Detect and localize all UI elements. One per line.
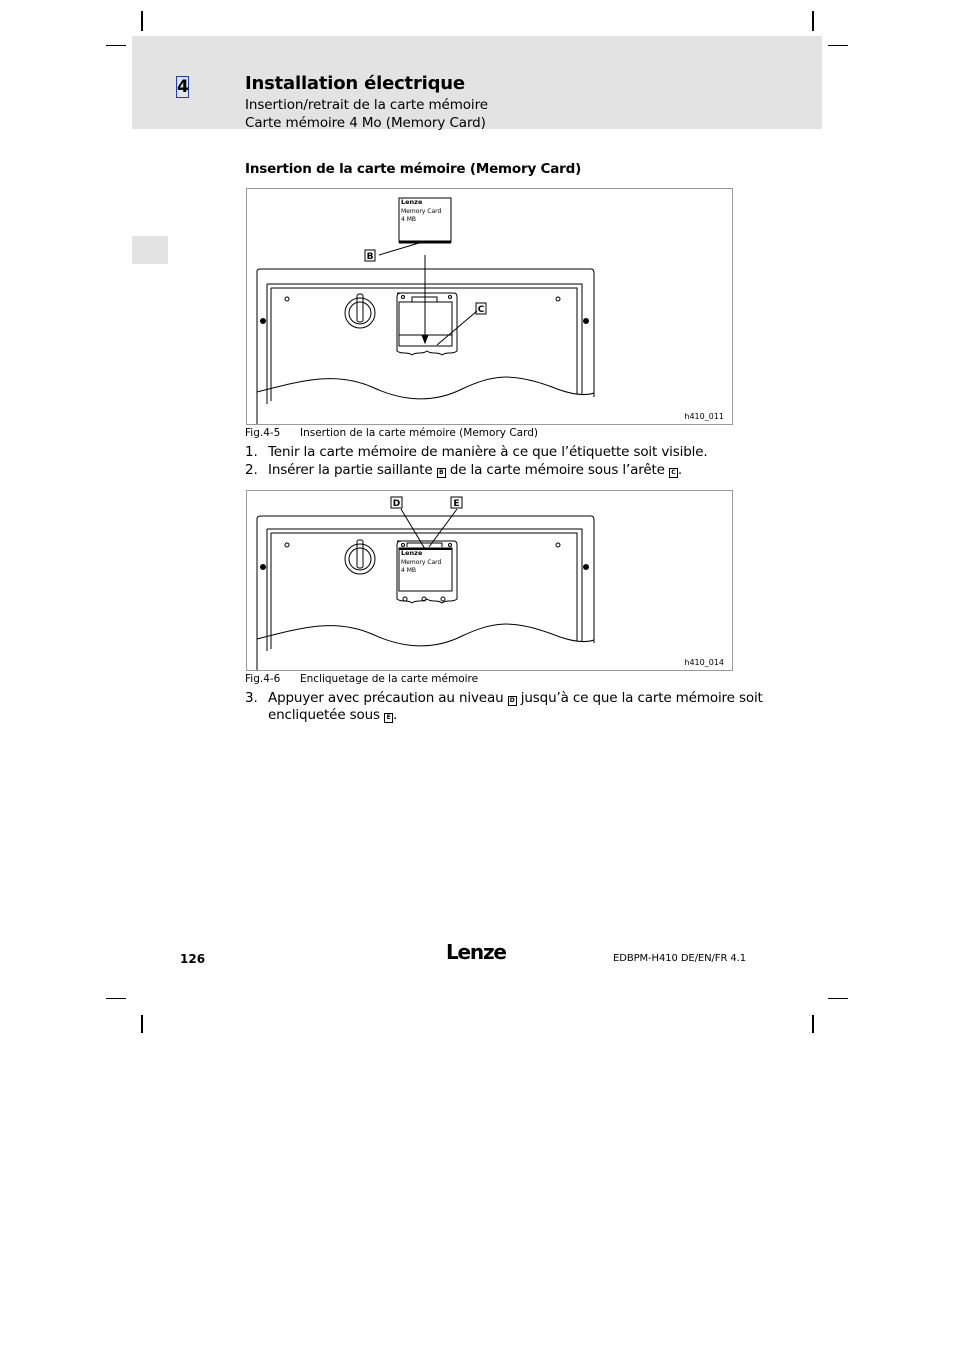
ref-d: D: [508, 696, 517, 706]
drawing-id: h410_011: [684, 412, 724, 421]
figure-latching: [246, 490, 733, 671]
label-c: C: [477, 305, 485, 315]
chapter-number: 4: [177, 77, 189, 97]
label-e: E: [453, 499, 460, 509]
step-text: Tenir la carte mémoire de manière à ce que l’étiquette soit visible.: [268, 444, 708, 460]
label-b: B: [366, 252, 374, 262]
figure-insertion: [246, 188, 733, 425]
step-text: jusqu’à ce que la carte mémoire soit: [516, 690, 763, 706]
card-brand: Lenze: [401, 198, 423, 206]
page-subtitle: Insertion/retrait de la carte mémoire: [245, 97, 488, 113]
crop-mark: [106, 998, 126, 999]
step-1: [245, 444, 708, 460]
crop-mark: [828, 45, 848, 46]
ref-e: E: [384, 713, 393, 723]
caption-text: Encliquetage de la carte mémoire: [300, 673, 479, 685]
caption-label: Fig.4-5: [245, 427, 281, 439]
card-line2: 4 MB: [401, 216, 417, 223]
step-text: .: [393, 707, 398, 723]
ref-b: B: [437, 468, 446, 478]
drawing-id: h410_014: [684, 658, 724, 667]
step-number: 3.: [245, 690, 258, 706]
caption-text: Insertion de la carte mémoire (Memory Card): [300, 427, 538, 439]
page-subtitle-2: Carte mémoire 4 Mo (Memory Card): [245, 115, 486, 131]
figure-caption-1: [245, 427, 538, 439]
step-number: 1.: [245, 444, 258, 460]
section-title: Insertion de la carte mémoire (Memory Card): [245, 161, 582, 177]
step-3: [245, 690, 763, 723]
step-text: .: [677, 462, 683, 478]
crop-mark: [812, 11, 814, 31]
ref-c: C: [669, 468, 678, 478]
crop-mark: [141, 11, 143, 31]
side-tab: [132, 236, 168, 264]
crop-mark: [812, 1015, 814, 1033]
figure-insertion-drawing: [247, 189, 732, 424]
caption-label: Fig.4-6: [245, 673, 281, 685]
step-number: 2.: [245, 462, 258, 478]
crop-mark: [828, 998, 848, 999]
lenze-logo: Lenze: [446, 940, 506, 964]
step-2: [245, 462, 682, 478]
page-number: 126: [180, 952, 206, 966]
document-id: EDBPM-H410 DE/EN/FR 4.1: [613, 953, 746, 964]
card-brand: Lenze: [401, 549, 423, 557]
figure-caption-2: [245, 673, 478, 685]
step-text: Insérer la partie saillante: [268, 462, 437, 478]
page-title: Installation électrique: [245, 73, 465, 94]
card-line1: Memory Card: [401, 559, 442, 566]
step-text: de la carte mémoire sous l’arête: [445, 462, 669, 478]
figure-latching-drawing: [247, 491, 732, 670]
step-text: Appuyer avec précaution au niveau: [268, 690, 508, 706]
step-text: encliquetée sous: [268, 707, 385, 723]
crop-mark: [141, 1015, 143, 1033]
crop-mark: [106, 45, 126, 46]
label-d: D: [392, 499, 401, 509]
card-line2: 4 MB: [401, 567, 417, 574]
card-line1: Memory Card: [401, 208, 442, 215]
